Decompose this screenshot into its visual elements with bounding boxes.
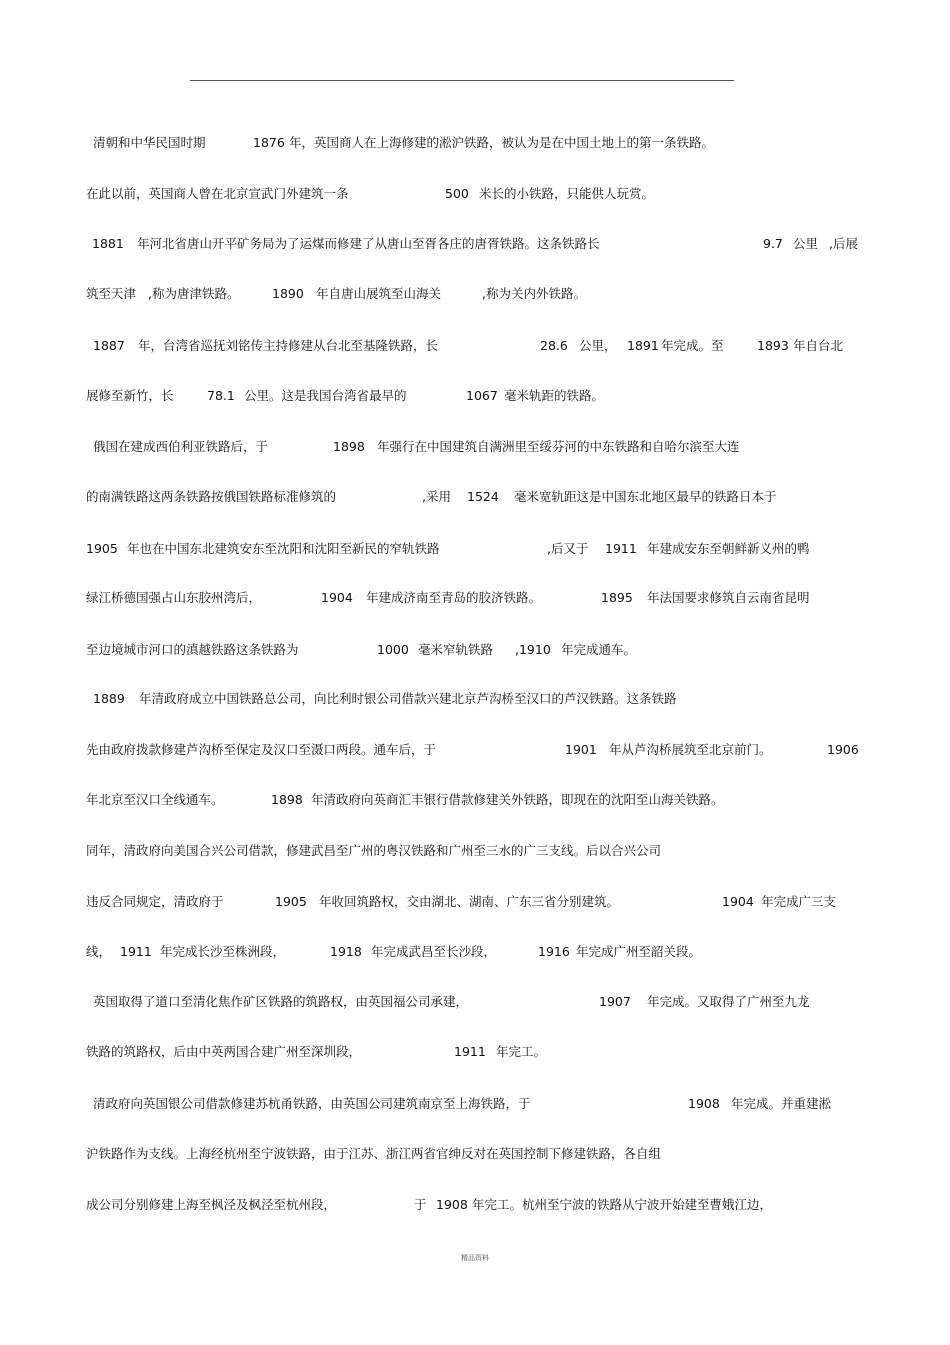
text-run: 1904 bbox=[321, 590, 353, 605]
text-run: 英国取得了道口至清化焦作矿区铁路的筑路权，由英国福公司承建， bbox=[93, 994, 469, 1009]
text-run: 米长的小铁路，只能供人玩赏。 bbox=[479, 186, 655, 201]
text-run: 1889 bbox=[93, 691, 125, 706]
text-run: 1905 bbox=[86, 541, 118, 556]
text-run: 年法国要求修筑自云南省昆明 bbox=[647, 590, 810, 605]
text-run: ,后又于 bbox=[547, 541, 589, 556]
text-run: 年完成通车。 bbox=[561, 642, 637, 657]
text-run: 年，英国商人在上海修建的淞沪铁路，被认为是在中国土地上的第一条铁路。 bbox=[289, 135, 715, 150]
text-run: 沪铁路作为支线。上海经杭州至宁波铁路，由于江苏、浙江两省官绅反对在英国控制下修建铁路，各自组 bbox=[86, 1146, 662, 1161]
text-run: 1881 bbox=[92, 236, 124, 251]
text-run: 在此以前，英国商人曾在北京宣武门外建筑一条 bbox=[86, 186, 349, 201]
text-run: 1908 bbox=[436, 1197, 468, 1212]
text-run: 年完成长沙至株洲段， bbox=[160, 944, 286, 959]
text-run: 年自唐山展筑至山海关 bbox=[316, 286, 442, 301]
text-run: ,称为关内外铁路。 bbox=[482, 286, 586, 301]
text-run: 9.7 bbox=[763, 236, 783, 251]
text-run: 年完成武昌至长沙段， bbox=[371, 944, 497, 959]
text-run: 成公司分别修建上海至枫泾及枫泾至杭州段， bbox=[86, 1197, 337, 1212]
text-run: ,采用 bbox=[422, 489, 451, 504]
text-run: 俄国在建成西伯利亚铁路后，于 bbox=[93, 439, 269, 454]
text-run: 78.1 bbox=[207, 388, 235, 403]
text-run: 1907 bbox=[599, 994, 631, 1009]
text-run: 1887 bbox=[93, 338, 125, 353]
text-run: 绿江桥德国强占山东胶州湾后， bbox=[86, 590, 262, 605]
text-run: 年完成广州至韶关段。 bbox=[576, 944, 702, 959]
text-run: 1895 bbox=[601, 590, 633, 605]
text-run: 年清政府向英商汇丰银行借款修建关外铁路，即现在的沈阳至山海关铁路。 bbox=[311, 792, 724, 807]
text-run: 年北京至汉口全线通车。 bbox=[86, 792, 224, 807]
text-run: 1906 bbox=[827, 742, 859, 757]
text-run: 1918 bbox=[330, 944, 362, 959]
text-run: 年完成。又取得了广州至九龙 bbox=[647, 994, 810, 1009]
text-run: 1911 bbox=[605, 541, 637, 556]
text-run: ,称为唐津铁路。 bbox=[148, 286, 240, 301]
text-run: 1916 bbox=[538, 944, 570, 959]
text-run: ,1910 bbox=[515, 642, 551, 657]
text-run: 1911 bbox=[120, 944, 152, 959]
text-run: 1911 bbox=[454, 1044, 486, 1059]
text-run: 违反合同规定，清政府于 bbox=[86, 894, 224, 909]
text-run: 年完工。杭州至宁波的铁路从宁波开始建至曹娥江边， bbox=[472, 1197, 773, 1212]
text-run: 1893 bbox=[757, 338, 789, 353]
text-run: 公里 bbox=[793, 236, 819, 251]
text-run: 于 bbox=[414, 1197, 427, 1212]
text-run: 毫米宽轨距这是中国东北地区最早的铁路日本于 bbox=[514, 489, 777, 504]
text-run: 筑至天津 bbox=[86, 286, 137, 301]
text-run: 年建成济南至青岛的胶济铁路。 bbox=[366, 590, 542, 605]
text-run: 1067 bbox=[466, 388, 498, 403]
text-run: 1876 bbox=[253, 135, 285, 150]
text-run: 至边境城市河口的滇越铁路这条铁路为 bbox=[86, 642, 299, 657]
text-run: 年也在中国东北建筑安东至沈阳和沈阳至新民的窄轨铁路 bbox=[127, 541, 440, 556]
text-run: 1524 bbox=[467, 489, 499, 504]
text-run: 先由政府拨款修建芦沟桥至保定及汉口至滠口两段。通车后，于 bbox=[86, 742, 437, 757]
text-run: 1890 bbox=[272, 286, 304, 301]
text-run: 1901 bbox=[565, 742, 597, 757]
text-run: 同年，清政府向美国合兴公司借款，修建武昌至广州的粤汉铁路和广州至三水的广三支线。后以合兴公司 bbox=[86, 843, 662, 858]
text-run: 公里， bbox=[579, 338, 617, 353]
text-run: 年强行在中国建筑自满洲里至绥芬河的中东铁路和自哈尔滨至大连 bbox=[377, 439, 740, 454]
text-run: 铁路的筑路权，后由中英两国合建广州至深圳段， bbox=[86, 1044, 362, 1059]
page-footer: 精品资料 bbox=[461, 1254, 489, 1262]
text-run: 1904 bbox=[722, 894, 754, 909]
text-run: 毫米轨距的铁路。 bbox=[504, 388, 605, 403]
text-run: 1898 bbox=[333, 439, 365, 454]
text-run: 线， bbox=[86, 944, 112, 959]
text-run: 1905 bbox=[275, 894, 307, 909]
text-run: 28.6 bbox=[540, 338, 568, 353]
text-run: 年完成。至 bbox=[661, 338, 724, 353]
text-run: 年自台北 bbox=[793, 338, 844, 353]
text-run: 年河北省唐山开平矿务局为了运煤而修建了从唐山至胥各庄的唐胥铁路。这条铁路长 bbox=[137, 236, 600, 251]
text-run: 1891 bbox=[627, 338, 659, 353]
text-run: 的南满铁路这两条铁路按俄国铁路标准修筑的 bbox=[86, 489, 337, 504]
text-run: 清朝和中华民国时期 bbox=[93, 135, 206, 150]
text-run: 年完成。并重建淞 bbox=[731, 1096, 832, 1111]
text-run: 500 bbox=[445, 186, 469, 201]
text-run: 毫米窄轨铁路 bbox=[418, 642, 494, 657]
text-run: 年收回筑路权，交由湖北、湖南、广东三省分别建筑。 bbox=[319, 894, 620, 909]
text-run: 1908 bbox=[688, 1096, 720, 1111]
text-run: 年清政府成立中国铁路总公司，向比利时银公司借款兴建北京芦沟桥至汉口的芦汉铁路。这条铁路 bbox=[139, 691, 677, 706]
text-run: 展修至新竹，长 bbox=[86, 388, 174, 403]
header-rule bbox=[190, 80, 734, 81]
text-run: 年完成广三支 bbox=[761, 894, 837, 909]
text-run: 清政府向英国银公司借款修建苏杭甬铁路，由英国公司建筑南京至上海铁路，于 bbox=[93, 1096, 531, 1111]
text-run: 年完工。 bbox=[496, 1044, 547, 1059]
text-run: 年从芦沟桥展筑至北京前门。 bbox=[609, 742, 772, 757]
text-run: 1000 bbox=[377, 642, 409, 657]
text-run: 年，台湾省巡抚刘铭传主持修建从台北至基隆铁路，长 bbox=[138, 338, 439, 353]
text-run: 1898 bbox=[271, 792, 303, 807]
text-run: ,后展 bbox=[829, 236, 858, 251]
text-run: 公里。这是我国台湾省最早的 bbox=[244, 388, 407, 403]
text-run: 年建成安东至朝鲜新义州的鸭 bbox=[647, 541, 810, 556]
